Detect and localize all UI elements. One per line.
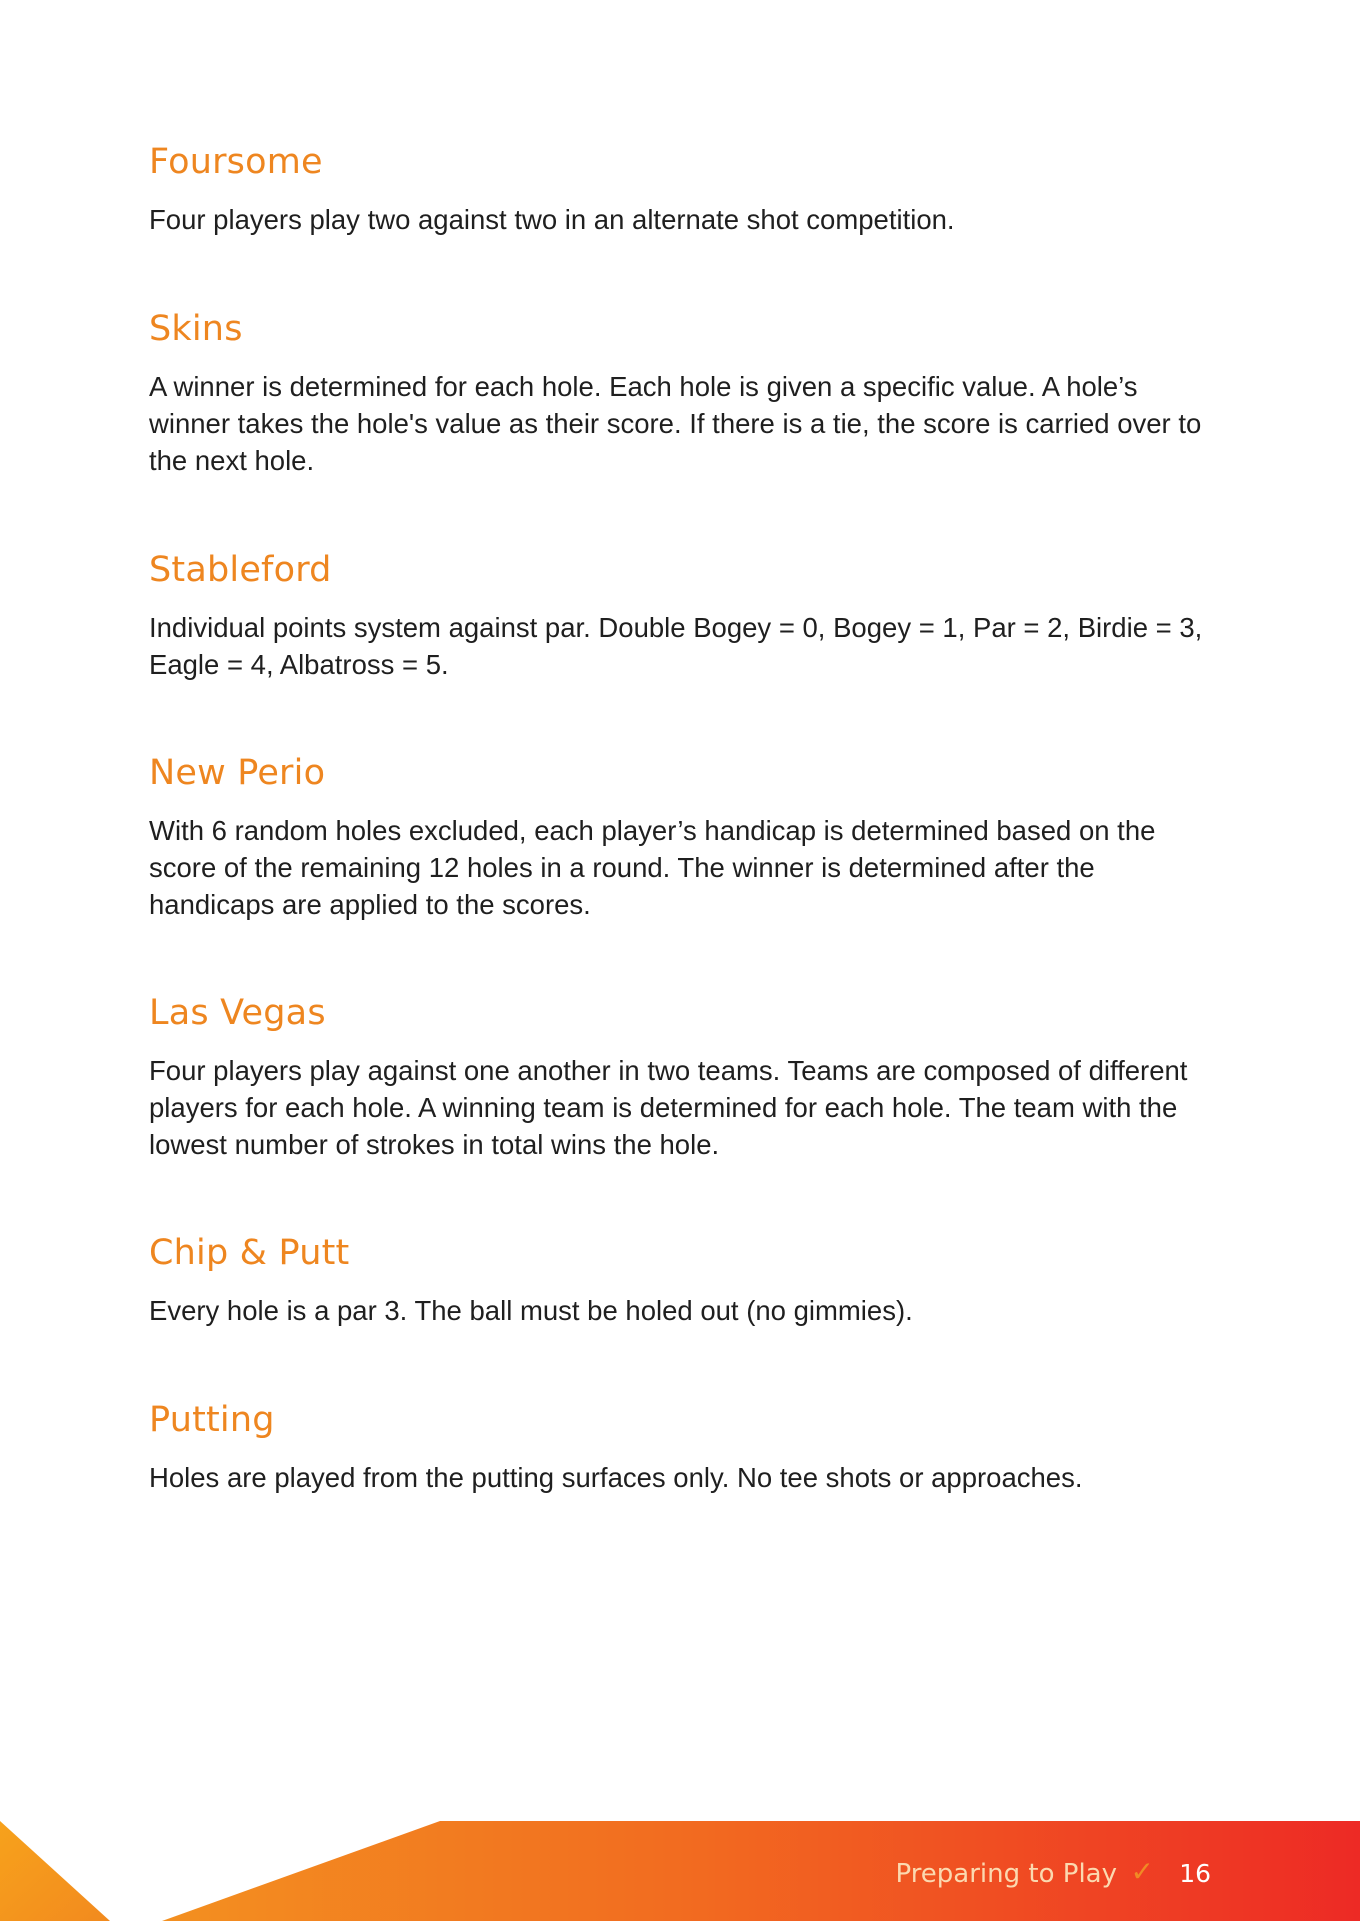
section-heading: Las Vegas [149,993,326,1033]
section-new-perio [149,749,1224,989]
section-text: Individual points system against par. Double Bogey = 0, Bogey = 1, Par = 2, Birdie = 3, Eagle = 4, Albatross = 5. [149,612,1203,680]
footer-banner [0,1821,1360,1921]
section-text: Four players play against one another in two teams. Teams are composed of different players for each hole. A winning team is determined for each hole. The team with the lowest number of strokes in total wins the hole. [149,1055,1188,1160]
section-text: With 6 random holes excluded, each player’s handicap is determined based on the score of the remaining 12 holes in a round. The winner is determined after the handicaps are applied to the scores. [149,815,1156,920]
section-text: A winner is determined for each hole. Each hole is given a specific value. A hole’s winner takes the hole's value as their score. If there is a tie, the score is carried over to the next hole. [149,371,1202,476]
section-chip-and-putt [149,1229,1224,1396]
section-text: Holes are played from the putting surfaces only. No tee shots or approaches. [149,1462,1083,1493]
section-heading: Stableford [149,550,332,590]
section-skins [149,305,1224,546]
section-heading: Chip & Putt [149,1233,350,1273]
section-heading: Skins [149,309,243,349]
section-heading: Putting [149,1400,275,1440]
footer-corner [0,1821,110,1921]
footer-section-label: Preparing to Play [895,1859,1117,1889]
section-heading: New Perio [149,753,326,793]
section-las-vegas [149,989,1224,1229]
check-icon: ✓ [1130,1855,1154,1888]
section-heading: Foursome [149,142,323,182]
section-text: Four players play two against two in an alternate shot competition. [149,204,955,235]
section-foursome [149,138,1224,305]
section-stableford [149,546,1224,749]
section-putting [149,1396,1224,1496]
page-number: 16 [1179,1859,1211,1888]
page-footer [0,1821,1360,1921]
page-content [149,138,1224,1496]
section-text: Every hole is a par 3. The ball must be holed out (no gimmies). [149,1295,913,1326]
